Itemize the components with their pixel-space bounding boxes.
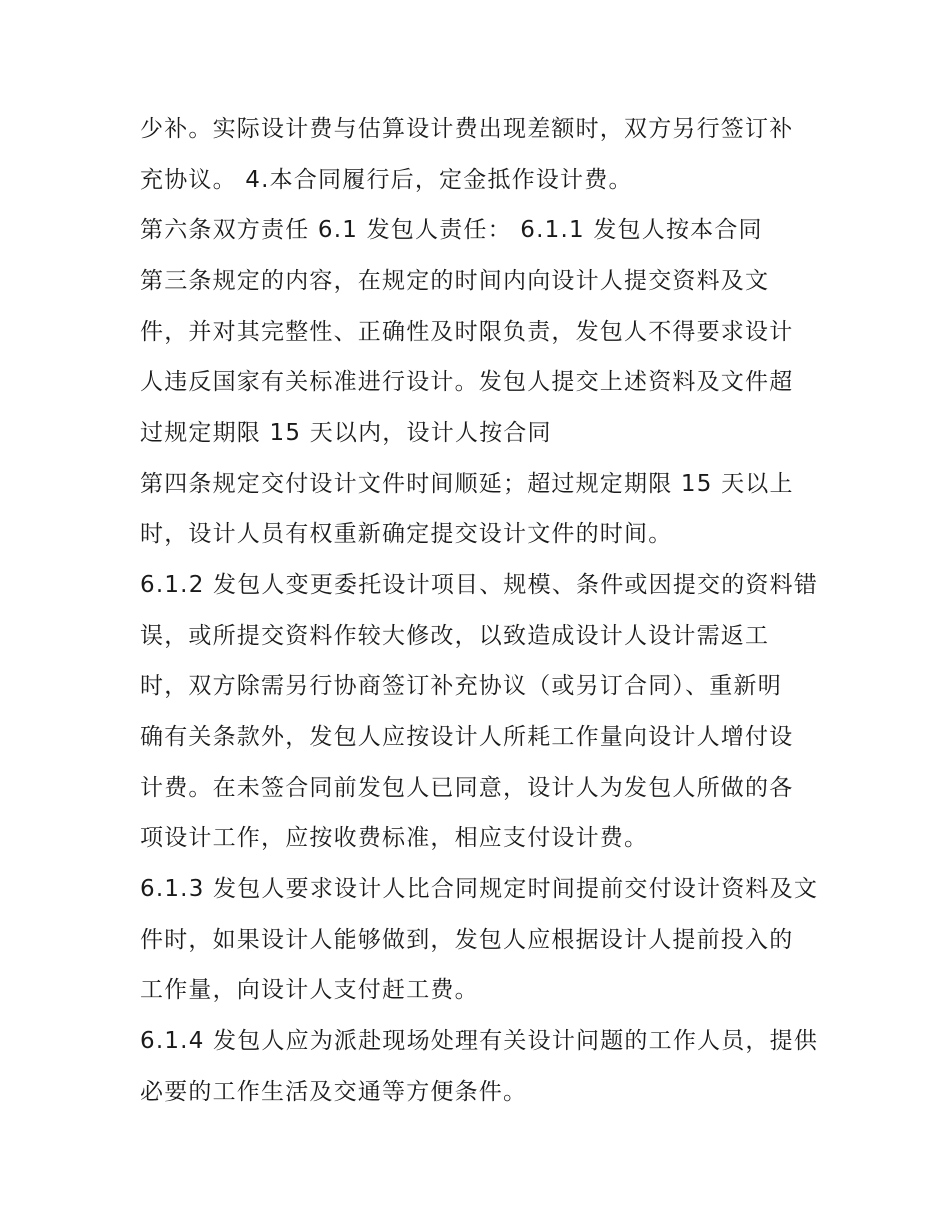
text-line: 误，或所提交资料作较大修改，以致造成设计人设计需返工: [140, 623, 770, 649]
text-line: 人违反国家有关标准进行设计。发包人提交上述资料及文件超: [140, 369, 794, 395]
text-line: 必要的工作生活及交通等方便条件。: [140, 1079, 528, 1105]
text-line: 充协议。 4.本合同履行后，定金抵作设计费。: [140, 167, 633, 193]
text-line: 项设计工作，应按收费标准，相应支付设计费。: [140, 825, 649, 851]
text-line: 确有关条款外，发包人应按设计人所耗工作量向设计人增付设: [140, 724, 794, 750]
text-line: 件时，如果设计人能够做到，发包人应根据设计人提前投入的: [140, 927, 794, 953]
text-line: 少补。实际设计费与估算设计费出现差额时，双方另行签订补: [140, 116, 794, 142]
text-line: 时，双方除需另行协商签订补充协议（或另订合同）、重新明: [140, 673, 782, 699]
text-line: 时，设计人员有权重新确定提交设计文件的时间。: [140, 521, 673, 547]
text-line: 6.1.3 发包人要求设计人比合同规定时间提前交付设计资料及文: [140, 876, 819, 902]
text-line: 过规定期限 15 天以内，设计人按合同: [140, 420, 552, 446]
text-line: 工作量，向设计人支付赶工费。: [140, 977, 479, 1003]
text-line: 6.1.2 发包人变更委托设计项目、规模、条件或因提交的资料错: [140, 572, 819, 598]
text-line: 第六条双方责任 6.1 发包人责任： 6.1.1 发包人按本合同: [140, 217, 763, 243]
text-line: 6.1.4 发包人应为派赴现场处理有关设计问题的工作人员，提供: [140, 1028, 819, 1054]
text-line: 第三条规定的内容，在规定的时间内向设计人提交资料及文: [140, 268, 770, 294]
text-line: 件，并对其完整性、正确性及时限负责，发包人不得要求设计: [140, 319, 794, 345]
text-line: 计费。在未签合同前发包人已同意，设计人为发包人所做的各: [140, 775, 794, 801]
text-line: 第四条规定交付设计文件时间顺延；超过规定期限 15 天以上: [140, 471, 794, 497]
